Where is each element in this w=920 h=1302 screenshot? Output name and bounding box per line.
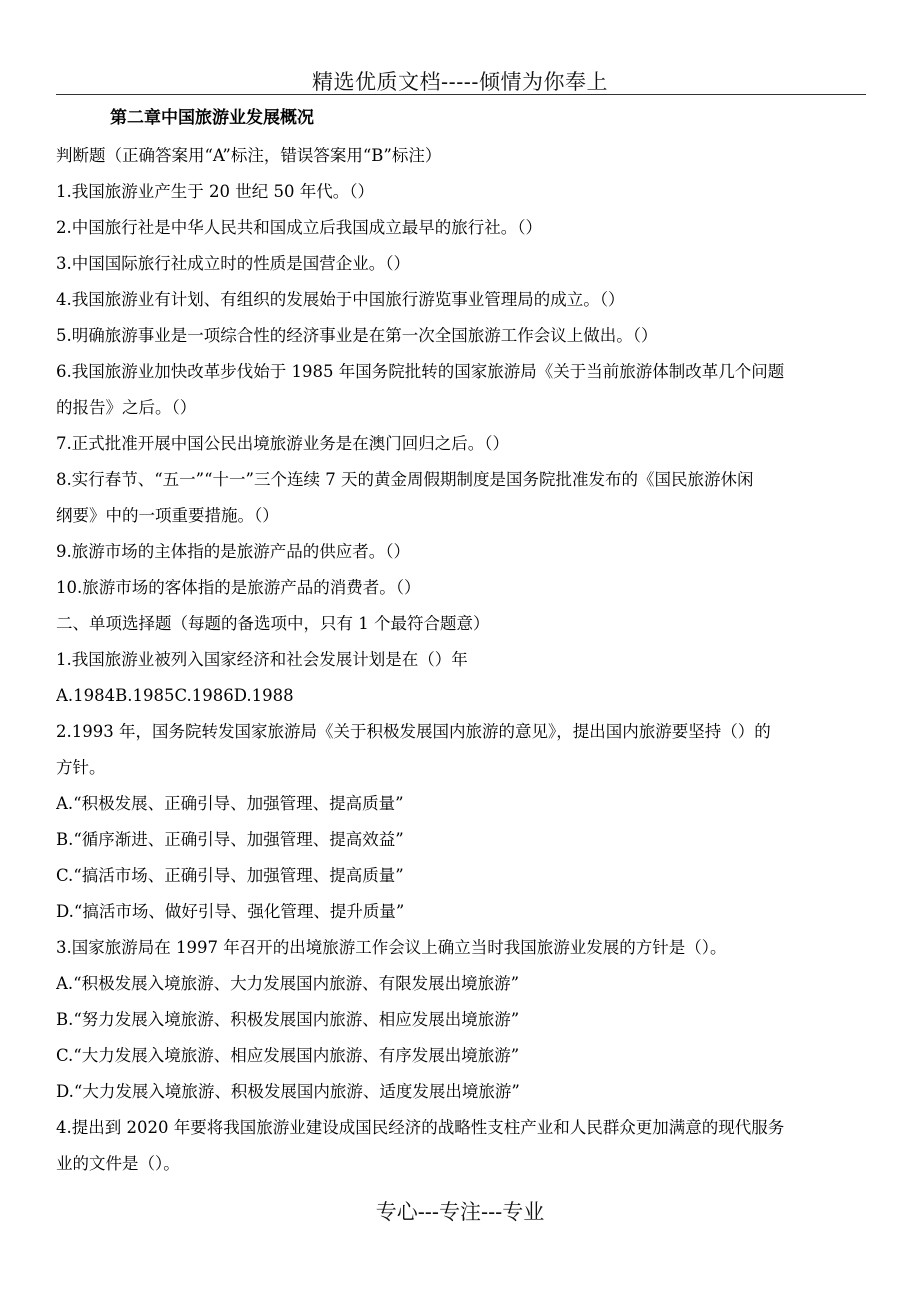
text-line: 5.明确旅游事业是一项综合性的经济事业是在第一次全国旅游工作会议上做出。（） — [56, 326, 658, 345]
text-line: C.“搞活市场、正确引导、加强管理、提高质量” — [56, 866, 404, 885]
page-header: 精选优质文档-----倾情为你奉上 — [312, 70, 608, 94]
text-line: A.“积极发展、正确引导、加强管理、提高质量” — [56, 794, 404, 813]
text-line: 判断题（正确答案用“A”标注，错误答案用“B”标注） — [56, 146, 442, 165]
header-divider — [56, 94, 866, 95]
text-line: 1.我国旅游业产生于 20 世纪 50 年代。（） — [56, 182, 374, 201]
text-line: 1.我国旅游业被列入国家经济和社会发展计划是在（）年 — [56, 650, 468, 669]
document-body — [56, 138, 868, 1182]
text-line: A.1984B.1985C.1986D.1988 — [56, 686, 294, 705]
text-line: 2.中国旅行社是中华人民共和国成立后我国成立最早的旅行社。（） — [56, 218, 542, 237]
text-line: C.“大力发展入境旅游、相应发展国内旅游、有序发展出境旅游” — [56, 1046, 520, 1065]
page-footer: 专心---专注---专业 — [375, 1200, 545, 1224]
text-line: 纲要》中的一项重要措施。（） — [56, 506, 279, 525]
text-line: 6.我国旅游业加快改革步伐始于 1985 年国务院批转的国家旅游局《关于当前旅游体制改革几个问题 — [56, 362, 785, 381]
text-line: B.“努力发展入境旅游、积极发展国内旅游、相应发展出境旅游” — [56, 1010, 520, 1029]
text-line: 2.1993 年，国务院转发国家旅游局《关于积极发展国内旅游的意见》，提出国内旅游要坚持（）的 — [56, 722, 771, 741]
text-line: 4.提出到 2020 年要将我国旅游业建设成国民经济的战略性支柱产业和人民群众更加满意的现代服务 — [56, 1118, 785, 1137]
text-line: 10.旅游市场的客体指的是旅游产品的消费者。（） — [56, 578, 421, 597]
text-line: 7.正式批准开展中国公民出境旅游业务是在澳门回归之后。（） — [56, 434, 509, 453]
text-line: 9.旅游市场的主体指的是旅游产品的供应者。（） — [56, 542, 410, 561]
text-line: 3.中国国际旅行社成立时的性质是国营企业。（） — [56, 254, 410, 273]
text-line: 二、单项选择题（每题的备选项中，只有 1 个最符合题意） — [56, 614, 490, 633]
text-line: D.“大力发展入境旅游、积极发展国内旅游、适度发展出境旅游” — [56, 1082, 520, 1101]
text-line: 业的文件是（）。 — [56, 1154, 180, 1173]
text-line: D.“搞活市场、做好引导、强化管理、提升质量” — [56, 902, 405, 921]
chapter-title: 第二章中国旅游业发展概况 — [110, 108, 314, 128]
text-line: 3.国家旅游局在 1997 年召开的出境旅游工作会议上确立当时我国旅游业发展的方针是（）。 — [56, 938, 727, 957]
text-line: 的报告》之后。（） — [56, 398, 197, 417]
text-line: 4.我国旅游业有计划、有组织的发展始于中国旅行游览事业管理局的成立。（） — [56, 290, 625, 309]
text-line: 8.实行春节、“五一”“十一”三个连续 7 天的黄金周假期制度是国务院批准发布的《国民旅游休闲 — [56, 470, 754, 489]
text-line: A.“积极发展入境旅游、大力发展国内旅游、有限发展出境旅游” — [56, 974, 520, 993]
text-line: B.“循序渐进、正确引导、加强管理、提高效益” — [56, 830, 404, 849]
text-line: 方针。 — [56, 758, 106, 777]
